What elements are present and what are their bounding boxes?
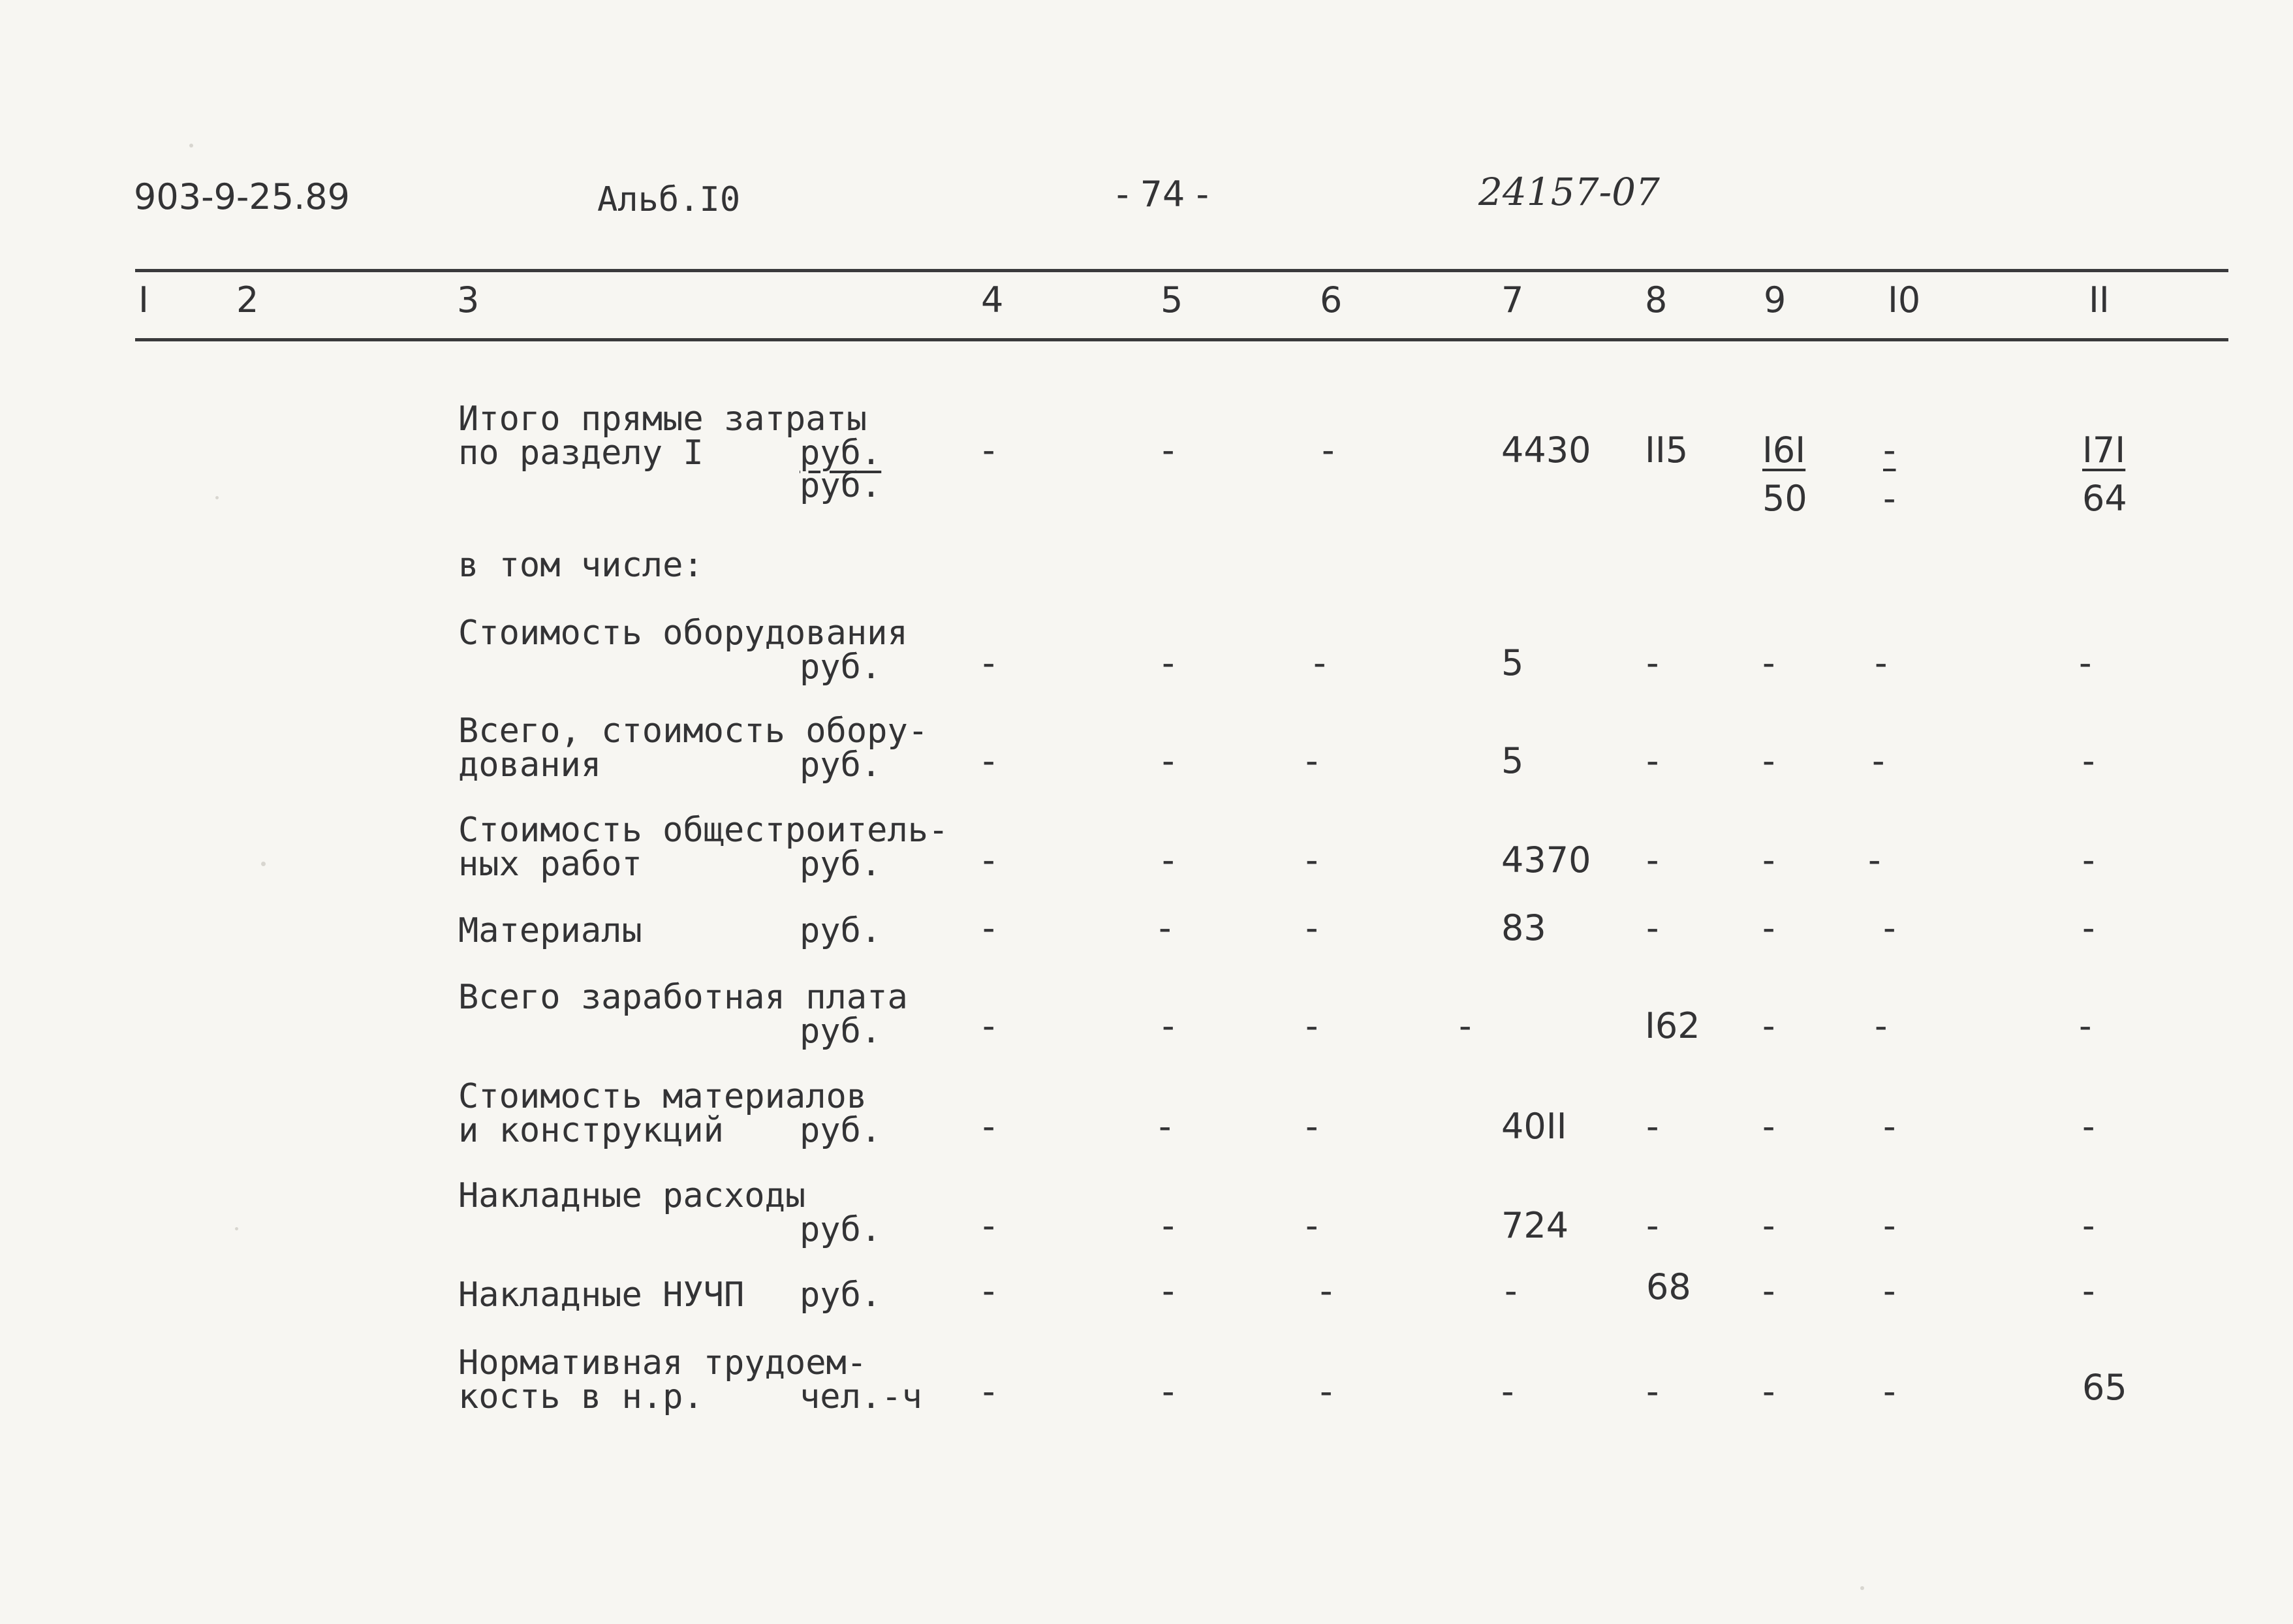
row-materials-structures-c5: - (1159, 1106, 1172, 1147)
row-materials-structures-c4: - (982, 1106, 995, 1147)
row-total-direct-c10-bottom: - (1883, 478, 1896, 519)
row-total-direct-c11-bottom: 64 (2082, 478, 2127, 519)
row-overhead-nuchp-c6: - (1320, 1270, 1333, 1311)
row-labor-intensity-unit: чел.-ч (800, 1377, 922, 1416)
row-overhead-nuchp-unit: руб. (800, 1275, 882, 1315)
row-overhead-c4: - (982, 1205, 995, 1246)
row-overhead-label: Накладные расходы (458, 1176, 806, 1215)
row-equipment-c6: - (1313, 642, 1326, 683)
row-total-direct-label-line2: по разделу I (458, 433, 704, 473)
row-materials-c11: - (2082, 907, 2095, 948)
row-total-equipment-c8: - (1646, 740, 1659, 781)
row-total-direct-c10-top: - (1883, 429, 1896, 471)
row-materials-structures-c8: - (1646, 1106, 1659, 1147)
row-materials-c5: - (1159, 907, 1172, 948)
col-header-6: 6 (1320, 279, 1343, 320)
col-header-10: I0 (1888, 279, 1921, 320)
row-total-equipment-c5: - (1162, 740, 1175, 781)
row-equipment-c11: - (2079, 642, 2092, 683)
row-total-wages-c8: I62 (1645, 1005, 1700, 1046)
row-total-direct-c4: - (982, 429, 995, 471)
row-total-direct-c5: - (1162, 429, 1175, 471)
row-overhead-c11: - (2082, 1205, 2095, 1246)
row-general-construction-unit: руб. (800, 845, 882, 884)
row-labor-intensity-c10: - (1883, 1371, 1896, 1412)
row-overhead-nuchp-c5: - (1162, 1270, 1175, 1311)
row-total-direct-c9-bottom: 50 (1762, 478, 1807, 519)
row-overhead-nuchp-c8: 68 (1646, 1266, 1691, 1307)
row-total-equipment-c7: 5 (1501, 740, 1524, 781)
row-labor-intensity-c5: - (1162, 1371, 1175, 1412)
row-labor-intensity-c11: 65 (2082, 1367, 2127, 1408)
row-equipment-unit: руб. (800, 648, 882, 687)
header-bottom-rule (135, 338, 2228, 341)
row-materials-structures-label-line2: и конструкций (458, 1111, 724, 1150)
col-header-4: 4 (981, 279, 1004, 320)
header-top-rule (135, 269, 2228, 272)
row-labor-intensity-c9: - (1762, 1371, 1775, 1412)
row-materials-structures-c10: - (1883, 1106, 1896, 1147)
col-header-7: 7 (1501, 279, 1524, 320)
row-total-equipment-c9: - (1762, 740, 1775, 781)
row-equipment-c4: - (982, 642, 995, 683)
col-header-8: 8 (1645, 279, 1668, 320)
row-labor-intensity-c4: - (982, 1371, 995, 1412)
row-labor-intensity-c6: - (1320, 1371, 1333, 1412)
row-total-direct-c7: 4430 (1501, 429, 1591, 471)
col-header-9: 9 (1764, 279, 1786, 320)
scan-speck (1860, 1586, 1864, 1590)
row-total-direct-unit1: руб. (800, 433, 882, 473)
row-equipment-c9: - (1762, 642, 1775, 683)
col-header-1: I (138, 279, 149, 320)
row-total-wages-c5: - (1162, 1005, 1175, 1046)
row-materials-c9: - (1762, 907, 1775, 948)
row-materials-structures-c11: - (2082, 1106, 2095, 1147)
row-total-equipment-c6: - (1305, 740, 1318, 781)
col-header-2: 2 (236, 279, 259, 320)
row-total-direct-c6: - (1322, 429, 1335, 471)
row-materials-c6: - (1305, 907, 1318, 948)
row-general-construction-c8: - (1646, 839, 1659, 881)
row-overhead-c8: - (1646, 1205, 1659, 1246)
row-materials-c10: - (1883, 907, 1896, 948)
row-labor-intensity-label-line1: Нормативная трудоем- (458, 1343, 867, 1382)
row-general-construction-c4: - (982, 839, 995, 881)
row-total-direct-unit2: руб. (800, 466, 882, 505)
row-general-construction-c5: - (1162, 839, 1175, 881)
row-overhead-nuchp-c4: - (982, 1270, 995, 1311)
row-labor-intensity-c7: - (1501, 1371, 1514, 1412)
col-header-5: 5 (1161, 279, 1183, 320)
row-total-direct-c11-top: I7I (2082, 429, 2126, 471)
row-labor-intensity-label-line2: кость в н.р. (458, 1377, 704, 1416)
row-materials-c7: 83 (1501, 907, 1546, 948)
row-total-wages-c11: - (2079, 1005, 2092, 1046)
col-header-3: 3 (457, 279, 480, 320)
row-general-construction-c6: - (1305, 839, 1318, 881)
row-materials-structures-c6: - (1305, 1106, 1318, 1147)
scan-speck (235, 1227, 238, 1230)
row-total-wages-unit: руб. (800, 1012, 882, 1051)
row-equipment-c5: - (1162, 642, 1175, 683)
row-equipment-c10: - (1875, 642, 1888, 683)
row-materials-structures-c7: 40II (1501, 1106, 1567, 1147)
scan-speck (261, 862, 266, 866)
row-total-equipment-c10: - (1872, 740, 1885, 781)
row-materials-structures-c9: - (1762, 1106, 1775, 1147)
row-total-direct-c9-top: I6I (1762, 429, 1806, 471)
row-overhead-unit: руб. (800, 1210, 882, 1249)
row-total-wages-c6: - (1305, 1005, 1318, 1046)
row-general-construction-label-line1: Стоимость общестроитель- (458, 811, 949, 850)
row-materials-unit: руб. (800, 911, 882, 950)
row-total-equipment-label-line1: Всего, стоимость обору- (458, 711, 929, 751)
row-overhead-nuchp-label: Накладные НУЧП (458, 1275, 745, 1315)
scan-speck (189, 144, 193, 148)
page-number: - 74 - (1116, 174, 1209, 215)
row-general-construction-c7: 4370 (1501, 839, 1591, 881)
row-overhead-nuchp-c7: - (1505, 1270, 1518, 1311)
row-total-direct-c8: II5 (1645, 429, 1689, 471)
row-materials-c4: - (982, 907, 995, 948)
col-header-11: II (2089, 279, 2110, 320)
row-total-equipment-label-line2: дования (458, 745, 602, 785)
including-label: в том числе: (458, 546, 704, 585)
row-total-wages-c9: - (1762, 1005, 1775, 1046)
row-equipment-c8: - (1646, 642, 1659, 683)
row-equipment-label-line1: Стоимость оборудования (458, 614, 908, 653)
scan-speck (215, 496, 219, 499)
row-total-wages-label: Всего заработная плата (458, 978, 908, 1017)
row-total-equipment-c4: - (982, 740, 995, 781)
row-overhead-nuchp-c9: - (1762, 1270, 1775, 1311)
row-equipment-c7: 5 (1501, 642, 1524, 683)
row-overhead-c5: - (1162, 1205, 1175, 1246)
row-overhead-c9: - (1762, 1205, 1775, 1246)
row-materials-structures-label-line1: Стоимость материалов (458, 1077, 867, 1116)
row-total-wages-c7: - (1459, 1005, 1472, 1046)
row-overhead-nuchp-c10: - (1883, 1270, 1896, 1311)
row-total-equipment-unit: руб. (800, 745, 882, 785)
row-general-construction-c11: - (2082, 839, 2095, 881)
row-total-direct-label-line1: Итого прямые затраты (458, 399, 867, 439)
row-general-construction-label-line2: ных работ (458, 845, 642, 884)
row-total-equipment-c11: - (2082, 740, 2095, 781)
row-labor-intensity-c8: - (1646, 1371, 1659, 1412)
row-overhead-c6: - (1305, 1205, 1318, 1246)
row-materials-c8: - (1646, 907, 1659, 948)
row-overhead-c10: - (1883, 1205, 1896, 1246)
handwritten-code: 24157-07 (1478, 170, 1660, 214)
row-total-wages-c10: - (1875, 1005, 1888, 1046)
doc-number: 903-9-25.89 (134, 176, 350, 217)
album-label: Альб.I0 (597, 180, 741, 219)
row-materials-structures-unit: руб. (800, 1111, 882, 1150)
row-general-construction-c10: - (1868, 839, 1881, 881)
row-overhead-nuchp-c11: - (2082, 1270, 2095, 1311)
row-materials-label: Материалы (458, 911, 642, 950)
row-general-construction-c9: - (1762, 839, 1775, 881)
row-overhead-c7: 724 (1501, 1205, 1569, 1246)
row-total-wages-c4: - (982, 1005, 995, 1046)
